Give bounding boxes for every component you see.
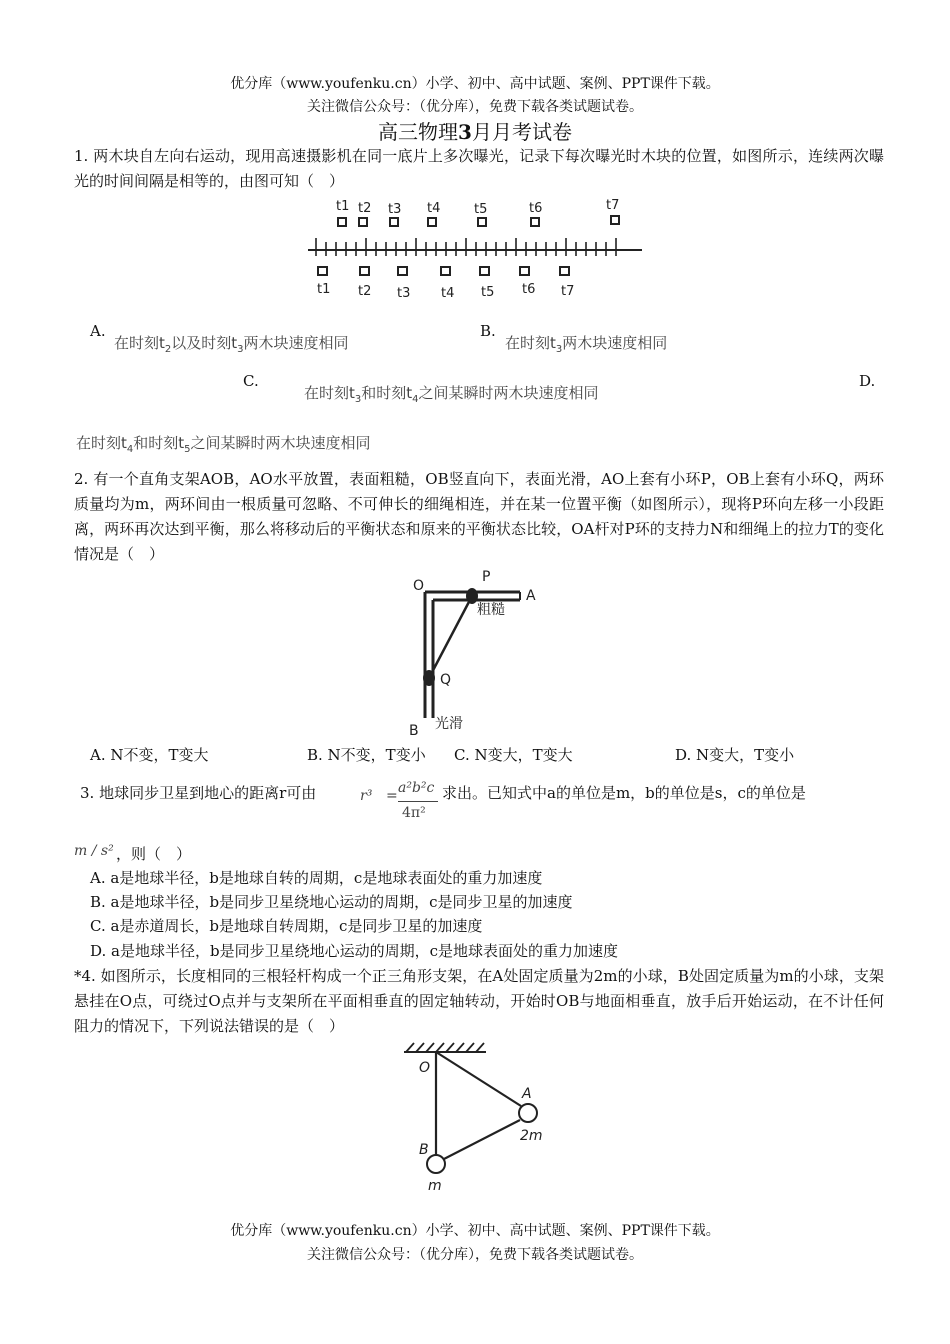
q3-option-b: B. a是地球半径，b是同步卫星绕地心运动的周期，c是同步卫星的加速度 [90, 893, 573, 911]
q1-figure-exposure [300, 196, 650, 306]
q1-option-b-text: 在时刻$t_3$两木块速度相同 [505, 334, 668, 355]
q1-option-a-label: A. [90, 322, 106, 340]
q1-option-c-text: 在时刻$t_3$和时刻$t_4$之间某瞬时两木块速度相同 [304, 384, 599, 405]
q1-bottom-label: t4 [441, 286, 455, 301]
q1-option-a-text: 在时刻$t_2$以及时刻$t_3$两木块速度相同 [114, 334, 349, 355]
q1-top-label: t6 [529, 201, 543, 216]
header-line-1: 优分库（www.youfenku.cn）小学、初中、高中试题、案例、PPT课件下载。 [230, 76, 720, 92]
q1-top-label: t1 [336, 199, 350, 214]
q2-label-p: P [482, 569, 491, 585]
q2-figure-bracket [405, 568, 555, 740]
q3-unit: m / s² [74, 843, 114, 859]
q4-figure-triangle [398, 1040, 558, 1195]
q1-option-d-text: 在时刻$t_4$和时刻$t_5$之间某瞬时两木块速度相同 [76, 434, 371, 455]
q2-option-d: D. N变大，T变小 [675, 746, 795, 764]
q4-label-a: A [522, 1086, 532, 1102]
q1-bottom-label: t5 [481, 285, 495, 300]
footer-line-2: 关注微信公众号：（优分库），免费下载各类试题试卷。 [307, 1247, 643, 1263]
q1-top-label: t2 [358, 201, 372, 216]
q4-label-mass-a: 2m [520, 1128, 543, 1144]
q2-label-a: A [526, 588, 536, 604]
q2-label-q: Q [440, 672, 452, 688]
q2-option-c: C. N变大，T变大 [454, 746, 573, 764]
q3-option-a: A. a是地球半径，b是地球自转的周期，c是地球表面处的重力加速度 [90, 869, 543, 887]
page-title: 高三物理3月月考试卷 [378, 120, 572, 144]
question-2-stem: 2. 有一个直角支架AOB，AO水平放置，表面粗糙，OB竖直向下，表面光滑，AO上套有小环P，OB上套有小环Q，两环质量均为m，两环间由一根质量可忽略、不可伸长的细绳相连，并在某一位置平衡（如图所示），现将P环向左移一小段距离，两环再次达到平衡，那么将移动后的平衡状态和原来的平衡状态比较，OA杆对P环的支持力N和细绳上的拉力T的变化情况是（ ） [74, 470, 884, 563]
q2-label-smooth: 光滑 [435, 716, 463, 732]
header-line-2: 关注微信公众号：（优分库），免费下载各类试题试卷。 [307, 99, 643, 115]
q2-option-b: B. N不变，T变小 [307, 746, 426, 764]
q1-option-c-label: C. [243, 372, 259, 390]
q1-bottom-label: t2 [358, 284, 372, 299]
q3-stem-pre: 3. 地球同步卫星到地心的距离r可由 [80, 784, 317, 802]
q1-top-label: t4 [427, 201, 441, 216]
q1-top-label: t3 [388, 202, 402, 217]
q4-label-o: O [419, 1060, 431, 1076]
q3-option-c: C. a是赤道周长，b是地球自转周期，c是同步卫星的加速度 [90, 917, 483, 935]
q3-stem-post: 求出。已知式中a的单位是m，b的单位是s，c的单位是 [442, 784, 806, 802]
q2-label-o: O [413, 578, 425, 594]
q1-option-b-label: B. [480, 322, 496, 340]
q1-bottom-label: t1 [317, 282, 331, 297]
q3-option-d: D. a是地球半径，b是同步卫星绕地心运动的周期，c是地球表面处的重力加速度 [90, 942, 618, 960]
q1-bottom-label: t3 [397, 286, 411, 301]
q2-label-rough: 粗糙 [477, 602, 505, 618]
q1-option-d-label: D. [859, 372, 876, 390]
q4-label-b: B [419, 1142, 429, 1158]
q3-formula: r³ = a²b²c 4π² [358, 778, 444, 828]
footer-line-1: 优分库（www.youfenku.cn）小学、初中、高中试题、案例、PPT课件下载。 [230, 1223, 720, 1239]
q2-label-b: B [409, 723, 419, 739]
q3-tail: ，则（ ） [116, 845, 192, 863]
q1-top-label: t5 [474, 202, 488, 217]
q1-bottom-label: t6 [522, 282, 536, 297]
q1-top-label: t7 [606, 198, 620, 213]
q1-bottom-label: t7 [561, 284, 575, 299]
q2-option-a: A. N不变，T变大 [90, 746, 209, 764]
question-1-stem: 1. 两木块自左向右运动，现用高速摄影机在同一底片上多次曝光，记录下每次曝光时木块的位置，如图所示，连续两次曝光的时间间隔是相等的，由图可知（ ） [74, 147, 884, 190]
q4-label-mass-b: m [428, 1178, 442, 1194]
question-4-stem: *4. 如图所示，长度相同的三根轻杆构成一个正三角形支架，在A处固定质量为2m的小球，B处固定质量为m的小球，支架悬挂在O点，可绕过O点并与支架所在平面相垂直的固定轴转动，开始时OB与地面相垂直，放手后开始运动，在不计任何阻力的情况下，下列说法错误的是（ ） [74, 967, 884, 1035]
